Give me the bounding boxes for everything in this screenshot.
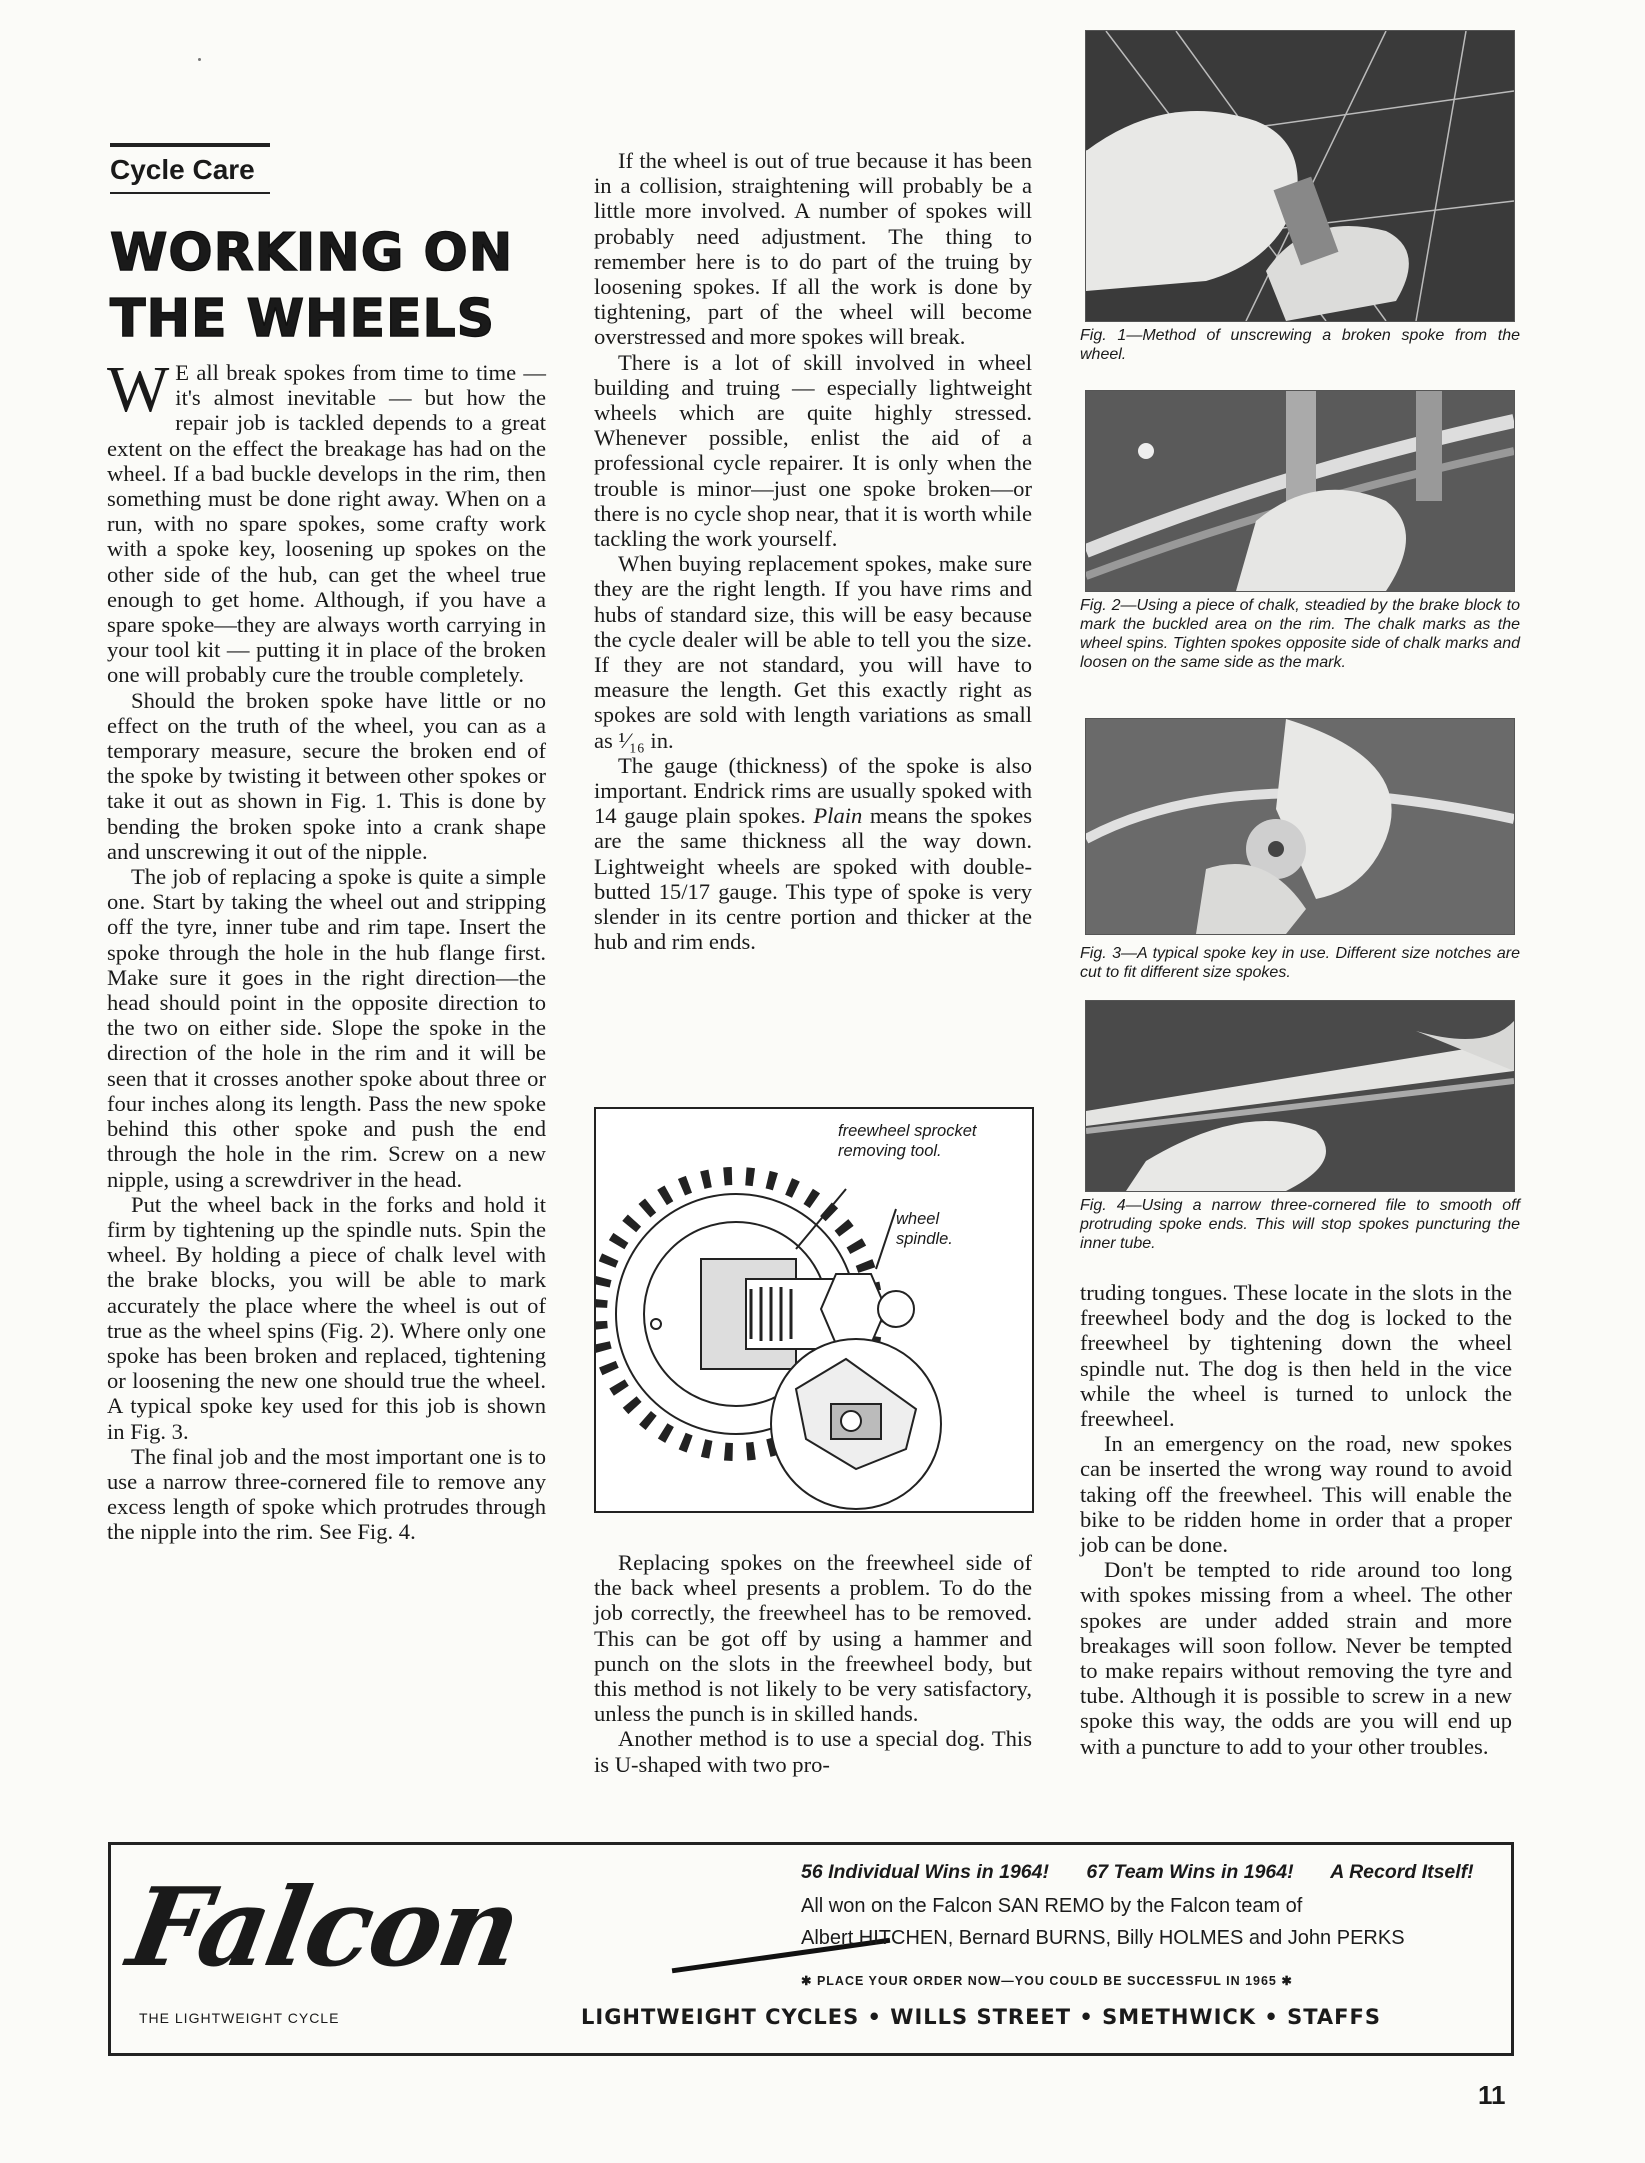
ad-tagline: THE LIGHTWEIGHT CYCLE	[139, 2010, 340, 2026]
fig3-image	[1086, 719, 1514, 934]
drop-cap: W	[107, 353, 170, 426]
fig3-photo	[1085, 718, 1515, 935]
paragraph-text: means the spokes are the same thickness all the way down. Lightweight wheels are spoked with double-butted 15/17 gauge. This type of spoke is very slender in its centre portion and thicker at the hub and rim ends.	[594, 803, 1032, 955]
falcon-logo: Falcon	[119, 1865, 529, 1991]
paragraph: There is a lot of skill involved in wheel building and truing — especially lightweight wheels which are quite highly stressed. Whenever possible, enlist the aid of a professional cycle repairer. It is only when the trouble is minor—just one spoke broken—or there is no cycle shop near, that it is worth while tackling the work yourself.	[594, 349, 1032, 552]
fig1-image	[1086, 31, 1514, 321]
fig4-caption: Fig. 4—Using a narrow three-cornered file to smooth off protruding spoke ends. This will stop spokes puncturing the inner tube.	[1080, 1197, 1520, 1252]
paragraph: Should the broken spoke have little or no effect on the truth of the wheel, you can as a temporary measure, secure the broken end of the spoke by twisting it between other spokes or take it out as shown in Fig. 1. This is done by bending the broken spoke into a crank shape and unscrewing it out of the nipple.	[107, 687, 546, 864]
page-number: 11	[1478, 2080, 1506, 2110]
paragraph: The final job and the most important one is to use a narrow three-cornered file to remove any excess length of spoke which protrudes through the nipple into the rim. See Fig. 4.	[107, 1443, 546, 1545]
paragraph-text: The gauge (thickness) of the spoke is also important. Endrick rims are usually spoked with 14 gauge plain spokes.	[594, 752, 1032, 829]
wins-individual: 56 Individual Wins in 1964!	[801, 1861, 1049, 1883]
paragraph: truding tongues. These locate in the slots in the freewheel body and the dog is locked to the freewheel by tightening down the wheel spindle nut. The dog is then held in the vice while the wheel is turned to unlock the freewheel.	[1080, 1280, 1512, 1432]
ad-wins	[801, 1861, 1506, 1884]
paragraph: Replacing spokes on the freewheel side of the back wheel presents a problem. To do the job correctly, the freewheel has to be removed. This can be got off by using a hammer and punch on the slots in the freewheel body, but this method is not likely to be very satisfactory, unless the punch is in skilled hands.	[594, 1550, 1032, 1727]
sprocket-illustration	[596, 1109, 1032, 1511]
article-column-2	[594, 148, 1032, 955]
fig2-caption: Fig. 2—Using a piece of chalk, steadied by the brake block to mark the buckled area on the rim. The chalk marks as the wheel spins. Tighten spokes opposite side of chalk marks and loosen on the same side as the mark.	[1080, 597, 1520, 671]
fig2-photo	[1085, 390, 1515, 592]
paragraph	[594, 753, 1032, 955]
paragraph: In an emergency on the road, new spokes can be inserted the wrong way round to avoid taking off the freewheel. This will enable the bike to be ridden home in order that a proper job can be done.	[1080, 1431, 1512, 1558]
paragraph: When buying replacement spokes, make sure they are the right length. If you have rims and hubs of standard size, this will be easy because the cycle dealer will be able to tell you the size. If they are not standard, you will have to measure the length. Get this exactly right as spokes are sold with length variations as small as ¹⁄₁₆ in.	[594, 551, 1032, 753]
headline-line-2: THE WHEELS	[110, 289, 496, 349]
article-column-3	[1080, 1280, 1512, 1759]
paragraph: Don't be tempted to ride around too long with spokes missing from a wheel. The other spokes are under added strain and more breakages will soon follow. Never be tempted to make repairs without removing the tyre and tube. Although it is possible to screw in a new spoke this way, the odds are you will end up with a puncture to add to your other troubles.	[1080, 1557, 1512, 1759]
fig4-photo	[1085, 1000, 1515, 1192]
print-speck	[198, 58, 201, 61]
article-column-2-lower	[594, 1550, 1032, 1777]
wins-record: A Record Itself!	[1330, 1861, 1474, 1883]
fig3-caption: Fig. 3—A typical spoke key in use. Different size notches are cut to fit different size spokes.	[1080, 945, 1520, 981]
paragraph: Put the wheel back in the forks and hold it firm by tightening up the spindle nuts. Spin the wheel. By holding a piece of chalk level with the brake blocks, you will be able to mark accurately the place where the wheel is out of true as the wheel spins (Fig. 2). Where only one spoke has been broken and replaced, tightening or loosening the new one should true the wheel. A typical spoke key used for this job is shown in Fig. 3.	[107, 1191, 546, 1444]
diagram-label-tool: freewheel sprocket removing tool.	[838, 1122, 977, 1160]
paragraph: If the wheel is out of true because it has been in a collision, straightening will probably be a little more involved. A number of spokes will probably need adjustment. The thing to remember here is to do part of the truing by loosening spokes. If all the work is done by tightening, part of the wheel will become overstressed and more spokes will break.	[594, 148, 1032, 350]
freewheel-tool-diagram	[594, 1107, 1034, 1513]
wins-team: 67 Team Wins in 1964!	[1086, 1861, 1294, 1883]
paragraph: Another method is to use a special dog. This is U-shaped with two pro-	[594, 1726, 1032, 1777]
paragraph-text: E all break spokes from time to time — it's almost inevitable — but how the repair job is tackled depends to a great extent on the effect the breakage has had on the wheel. If a bad buckle develops in the rim, then something must be done right away. When on a run, with no spare spokes, some crafty work with a spoke key, loosening up spokes on the other side of the hub, can get the wheel true enough to get home. Although, if you have a spare spoke—they are always worth carrying in your tool kit — putting it in place of the broken one will probably cure the trouble completely.	[107, 360, 546, 688]
ad-order-line: ✱ PLACE YOUR ORDER NOW—YOU COULD BE SUCCESSFUL IN 1965 ✱	[801, 1974, 1293, 1988]
diagram-label-spindle: wheel spindle.	[896, 1210, 953, 1248]
ad-line-1: All won on the Falcon SAN REMO by the Falcon team of	[801, 1895, 1303, 1917]
emphasis: Plain	[813, 803, 863, 829]
fig2-image	[1086, 391, 1514, 591]
section-underline	[110, 192, 270, 194]
paragraph	[107, 353, 546, 688]
paragraph: The job of replacing a spoke is quite a simple one. Start by taking the wheel out and stripping off the tyre, inner tube and rim tape. Insert the spoke through the hole in the hub flange first. Make sure it goes in the right direction—the head should point in the opposite direction to the two on either side. Slope the spoke in the direction of the hole in the rim and it will be seen that it crosses another spoke about three or four inches along its length. Pass the new spoke behind this other spoke and push the end through the hole in the rim. Screw on a new nipple, using a screwdriver in the head.	[107, 864, 546, 1192]
section-label: Cycle Care	[110, 154, 255, 185]
article-column-1	[107, 353, 546, 1545]
fig1-photo	[1085, 30, 1515, 322]
article-headline	[110, 220, 513, 352]
section-rule	[110, 143, 270, 147]
ad-line-2: Albert HITCHEN, Bernard BURNS, Billy HOLMES and John PERKS	[801, 1927, 1405, 1949]
ad-address: LIGHTWEIGHT CYCLES • WILLS STREET • SMETHWICK • STAFFS	[581, 2005, 1381, 2029]
headline-line-1: WORKING ON	[110, 223, 514, 283]
falcon-advertisement	[108, 1842, 1514, 2056]
fig1-caption: Fig. 1—Method of unscrewing a broken spoke from the wheel.	[1080, 327, 1520, 363]
fig4-image	[1086, 1001, 1514, 1191]
